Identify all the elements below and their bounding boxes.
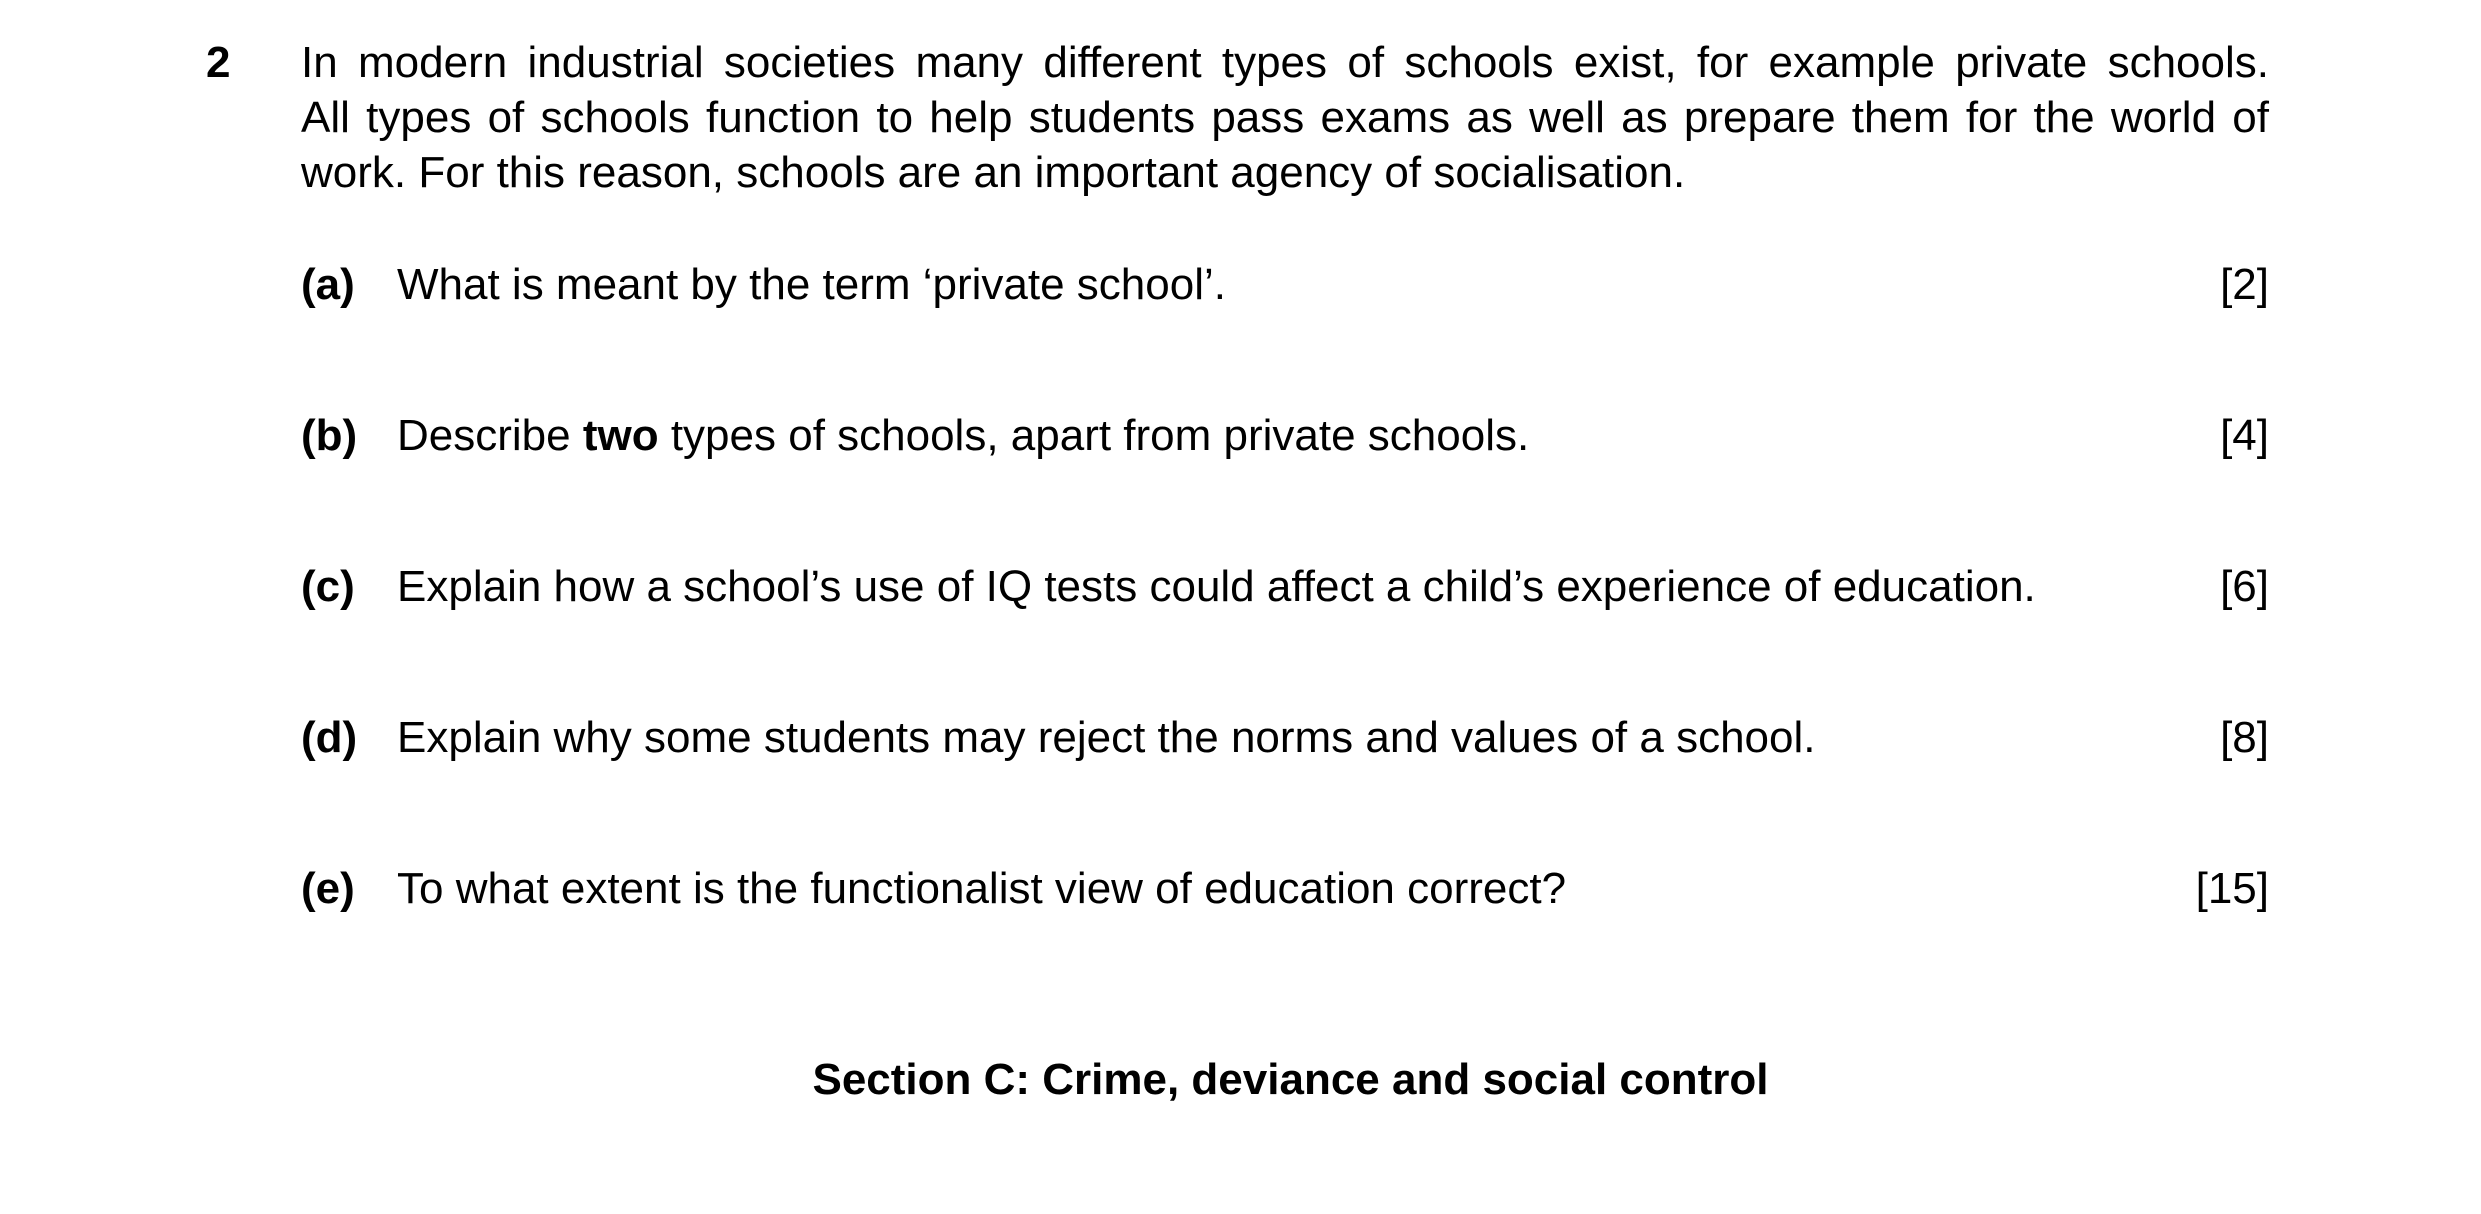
part-label: (d) — [301, 713, 358, 762]
part-label: (b) — [301, 411, 358, 460]
part-text — [397, 710, 1815, 765]
part-marks: [15] — [2195, 864, 2269, 913]
question-part-b — [301, 408, 2269, 463]
part-label: (a) — [301, 260, 355, 309]
part-marks: [4] — [2220, 411, 2269, 460]
part-marks: [2] — [2220, 260, 2269, 309]
question-part-d — [301, 710, 2269, 765]
intro-line: work. For this reason, schools are an important agency of socialisation. — [301, 148, 1686, 197]
question-part-c — [301, 559, 2269, 614]
part-text-before: Describe — [397, 411, 583, 460]
question-intro — [301, 35, 2269, 200]
part-text — [397, 408, 1529, 463]
part-label: (e) — [301, 864, 355, 913]
part-text — [397, 861, 1566, 916]
intro-line: In modern industrial societies many different types of schools exist, for example private schools. — [301, 38, 2269, 87]
part-label: (c) — [301, 562, 355, 611]
part-text — [397, 257, 1226, 312]
intro-line: All types of schools function to help students pass exams as well as prepare them for the world of — [301, 93, 2269, 142]
part-text-before: Explain why some students may reject the norms and values of a school. — [397, 713, 1816, 762]
question-part-a — [301, 257, 2269, 312]
question-number: 2 — [206, 38, 231, 87]
part-text — [397, 559, 2036, 614]
part-text-before: Explain how a school’s use of IQ tests could affect a child’s experience of education. — [397, 562, 2036, 611]
part-marks: [6] — [2220, 562, 2269, 611]
part-text-before: What is meant by the term ‘private school’. — [397, 260, 1226, 309]
part-marks: [8] — [2220, 713, 2269, 762]
question-part-e — [301, 861, 2269, 916]
part-text-bold: two — [582, 411, 659, 460]
part-text-before: To what extent is the functionalist view of education correct? — [397, 864, 1567, 913]
section-heading: Section C: Crime, deviance and social control — [812, 1055, 1769, 1104]
part-text-after: types of schools, apart from private schools. — [658, 411, 1530, 460]
